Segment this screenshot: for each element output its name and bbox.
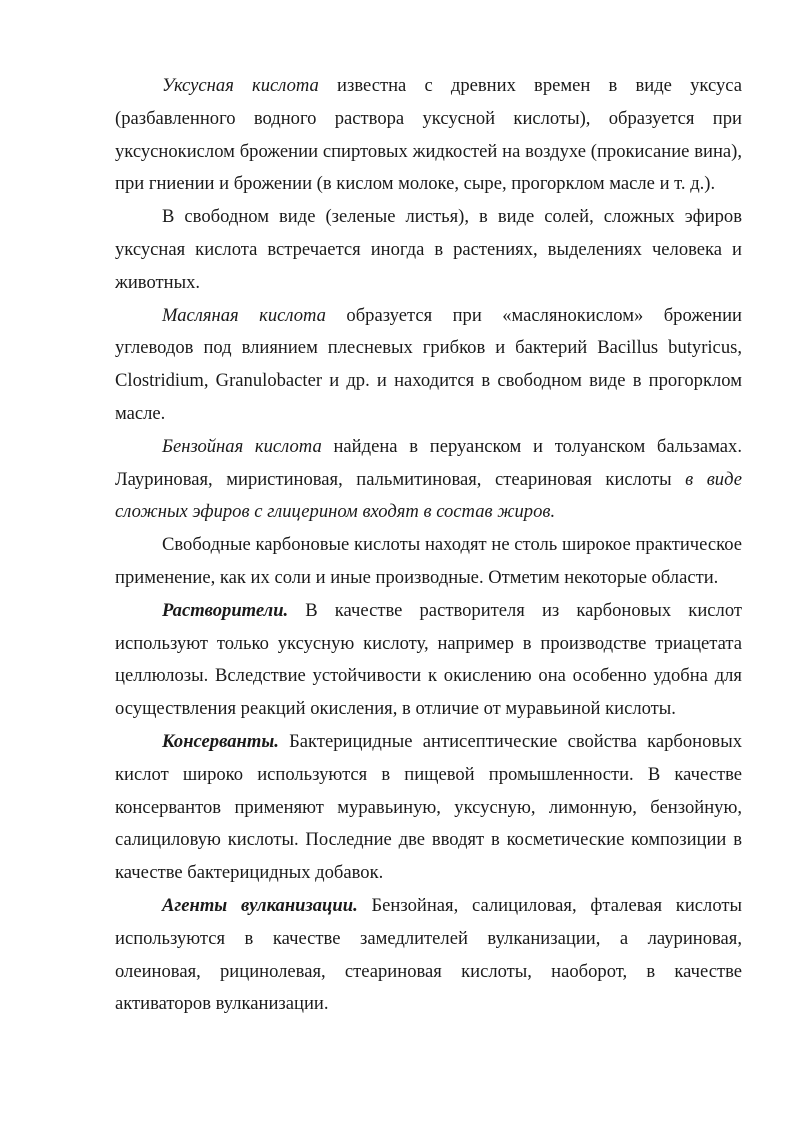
paragraph-benzoic-acid [115,431,742,529]
paragraph-acetic-acid [115,70,742,201]
paragraph-text: Бактерицидные антисептические свойства карбоновых кислот широко используются в пищевой промышленности. В качестве консервантов применяют муравьиную, уксусную, лимонную, бензойную, салициловую кислоты. Последние две вводят в косметические композиции в качестве бактерицидных добавок. [115,730,742,884]
paragraph-solvents [115,595,742,726]
term-benzoic-acid: Бензойная кислота [162,435,322,457]
paragraph-text: Свободные карбоновые кислоты находят не столь широкое практическое применение, как их соли и иные производные. Отметим некоторые области. [115,534,742,588]
paragraph-italic-tail: в виде сложных эфиров с глицерином входят в состав жиров. [115,468,742,523]
paragraph-preservatives [115,726,742,890]
paragraph-vulcanization-agents [115,890,742,1021]
paragraph-text: В свободном виде (зеленые листья), в виде солей, сложных эфиров уксусная кислота встречается иногда в растениях, выделениях человека и животных. [115,206,742,293]
heading-preservatives: Консерванты. [162,730,279,752]
paragraph-text: В качестве растворителя из карбоновых кислот используют только уксусную кислоту, например в производстве триацетата целлюлозы. Вследствие устойчивости к окислению она особенно удобна для осуществления реакций окисления, в отличие от муравьиной кислоты. [115,599,742,720]
paragraph-acetic-acid-occurrence [115,201,742,299]
paragraph-text: найдена в перуанском и толуанском бальзамах. Лауриновая, миристиновая, пальмитиновая, стеариновая кислоты [115,435,742,490]
paragraph-free-acids-usage [115,529,742,595]
paragraph-text: Бензойная, салициловая, фталевая кислоты используются в качестве замедлителей вулканизации, а лауриновая, олеиновая, рицинолевая, стеариновая кислоты, наоборот, в качестве активаторов вулканизации. [115,894,742,1015]
heading-vulcanization-agents: Агенты вулканизации. [162,894,358,916]
term-butyric-acid: Масляная кислота [162,304,326,326]
document-page [115,70,742,1021]
paragraph-butyric-acid [115,300,742,431]
paragraph-text: образуется при «маслянокислом» брожении углеводов под влиянием плесневых грибков и бактерий Bacillus butyricus, Clostridium, Granulobacter и др. и находится в свободном виде в прогорклом масле. [115,304,742,424]
term-acetic-acid: Уксусная кислота [162,75,319,96]
paragraph-text: известна с древних времен в виде уксуса (разбавленного водного раствора уксусной кислоты), образуется при уксуснокислом брожении спиртовых жидкостей на воздухе (прокисание вина), при гниении и брожении (в кислом молоке, сыре, прогорклом масле и т. д.). [115,75,743,195]
heading-solvents: Растворители. [162,599,289,621]
